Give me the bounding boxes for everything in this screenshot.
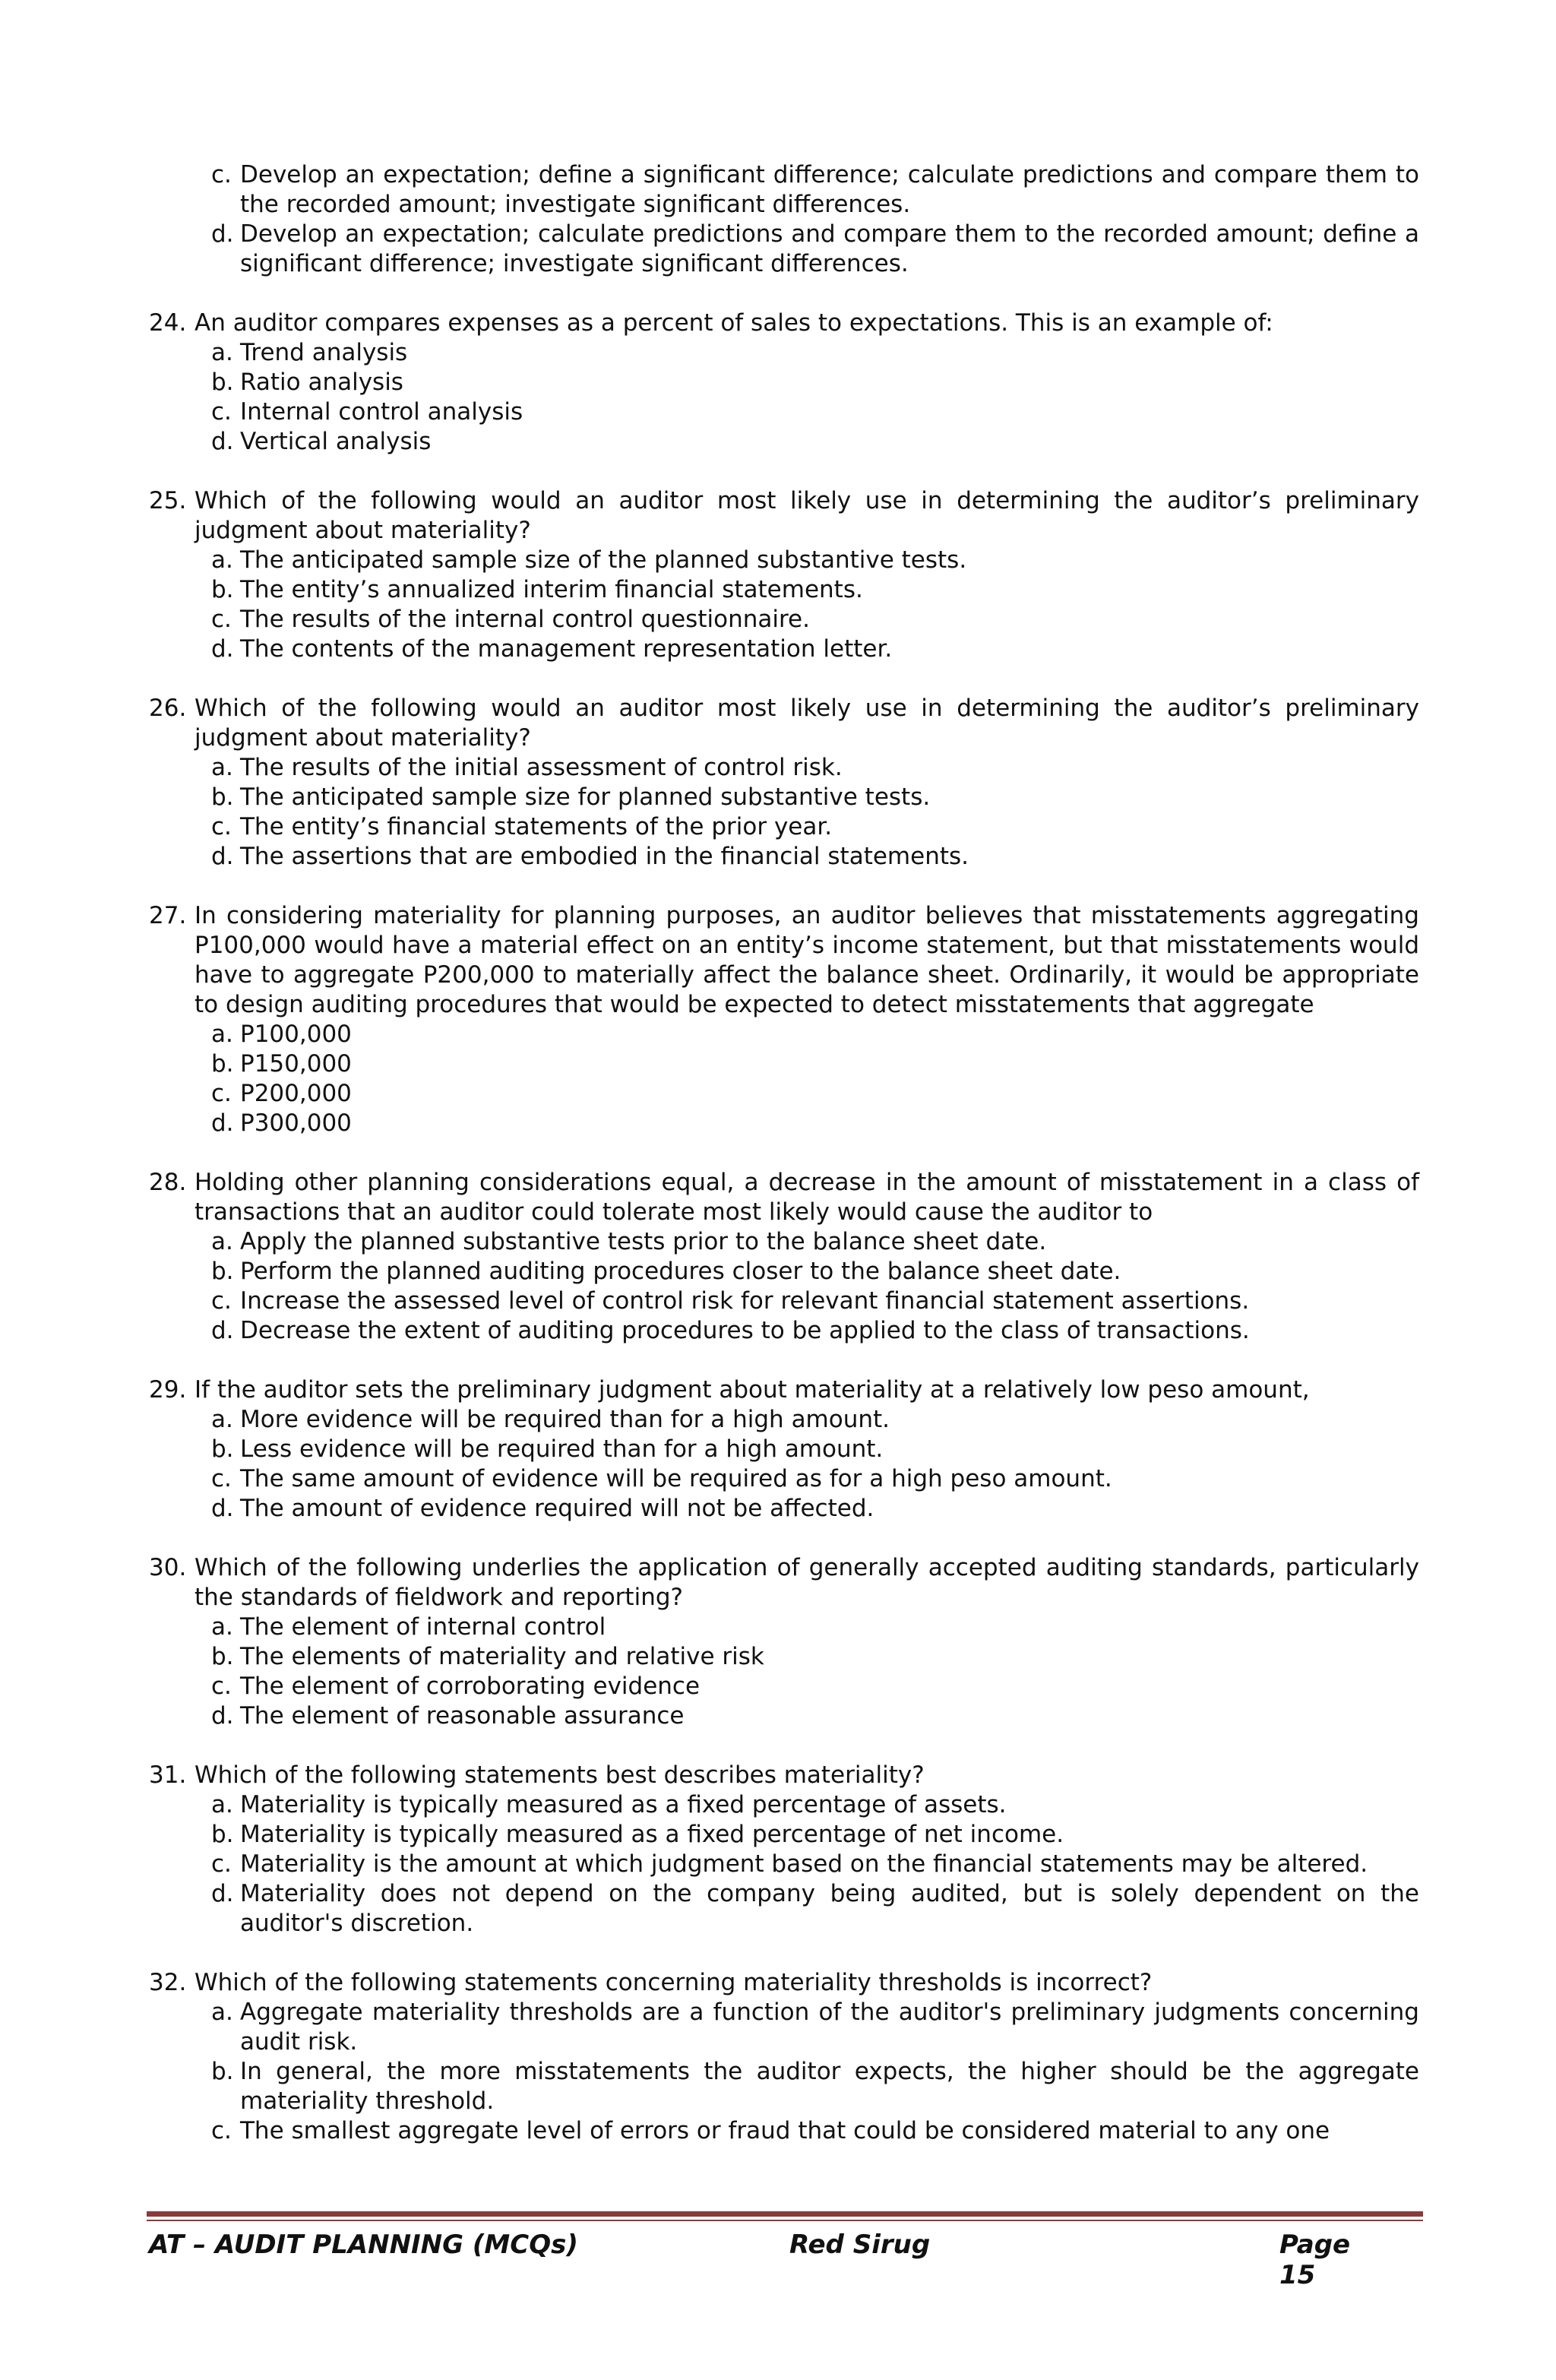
option-text: Develop an expectation; calculate predictions and compare them to the recorded amount; define a significant difference; investigate significant differences. bbox=[240, 220, 1419, 277]
option-list bbox=[194, 753, 1419, 872]
option-text: The element of reasonable assurance bbox=[240, 1702, 685, 1730]
option bbox=[194, 397, 1419, 427]
option-text: Perform the planned auditing procedures closer to the balance sheet date. bbox=[240, 1258, 1121, 1285]
option-letter: d. bbox=[211, 843, 234, 870]
option bbox=[194, 1998, 1419, 2057]
option bbox=[194, 1790, 1419, 1820]
question-text: In considering materiality for planning purposes, an auditor believes that misstatements aggregating P100,000 would have a material effect on an entity’s income statement, but that misstatements would have to aggregate P200,000 to materially affect the balance sheet. Ordinarily, it would be appropriate to design auditing procedures that would be expected to detect misstatements that aggregate bbox=[194, 902, 1419, 1018]
option-text: The smallest aggregate level of errors or fraud that could be considered material to any one bbox=[240, 2117, 1330, 2144]
option bbox=[194, 2116, 1419, 2146]
option bbox=[194, 635, 1419, 664]
question-31 bbox=[149, 1761, 1419, 1938]
question-text: Which of the following would an auditor most likely use in determining the auditor’s preliminary judgment about materiality? bbox=[194, 487, 1419, 544]
footer-title: AT – AUDIT PLANNING (MCQs) bbox=[149, 2230, 578, 2260]
question-32 bbox=[149, 1968, 1419, 2146]
option-text: Decrease the extent of auditing procedures to be applied to the class of transactions. bbox=[240, 1317, 1250, 1344]
question-text: Holding other planning considerations equal, a decrease in the amount of misstatement in a class of transactions that an auditor could tolerate most likely would cause the auditor to bbox=[194, 1169, 1419, 1226]
option-letter: d. bbox=[211, 1109, 234, 1137]
option bbox=[194, 1850, 1419, 1879]
question-30 bbox=[149, 1553, 1419, 1731]
option-text: The entity’s annualized interim financial statements. bbox=[240, 576, 863, 603]
option-letter: b. bbox=[211, 1050, 234, 1078]
option-letter: c. bbox=[211, 813, 232, 840]
option-letter: b. bbox=[211, 1435, 234, 1463]
footer-author: Red Sirug bbox=[789, 2230, 931, 2260]
question-27 bbox=[149, 901, 1419, 1138]
option bbox=[194, 1227, 1419, 1257]
option bbox=[194, 1879, 1419, 1938]
option-letter: c. bbox=[211, 398, 232, 426]
option bbox=[194, 220, 1419, 279]
option bbox=[194, 1020, 1419, 1049]
option bbox=[194, 1316, 1419, 1346]
question-text: Which of the following statements concerning materiality thresholds is incorrect? bbox=[194, 1969, 1153, 1996]
footer-divider-thin bbox=[147, 2220, 1423, 2221]
question-continuation bbox=[149, 160, 1419, 279]
option-letter: b. bbox=[211, 783, 234, 811]
option-letter: b. bbox=[211, 1821, 234, 1848]
option-letter: c. bbox=[211, 1850, 232, 1878]
option-text: Increase the assessed level of control risk for relevant financial statement assertions. bbox=[240, 1287, 1250, 1315]
option-letter: b. bbox=[211, 2058, 234, 2085]
option-letter: a. bbox=[211, 1406, 233, 1433]
option bbox=[194, 368, 1419, 397]
option bbox=[194, 812, 1419, 842]
option-letter: d. bbox=[211, 428, 234, 455]
option bbox=[194, 546, 1419, 575]
option-letter: d. bbox=[211, 1702, 234, 1730]
footer-divider-thick bbox=[147, 2211, 1423, 2217]
option-letter: b. bbox=[211, 576, 234, 603]
footer-page-number: Page 15 bbox=[1279, 2230, 1351, 2290]
option-text: The entity’s financial statements of the prior year. bbox=[240, 813, 833, 840]
option-text: The results of the initial assessment of control risk. bbox=[240, 754, 843, 781]
option-text: Vertical analysis bbox=[240, 428, 432, 455]
option bbox=[194, 1435, 1419, 1464]
option bbox=[194, 1287, 1419, 1316]
option-text: Trend analysis bbox=[240, 339, 408, 366]
option bbox=[194, 1079, 1419, 1109]
option-text: The contents of the management representation letter. bbox=[240, 635, 893, 663]
option-text: The same amount of evidence will be required as for a high peso amount. bbox=[240, 1465, 1112, 1492]
option-text: P100,000 bbox=[240, 1021, 352, 1048]
question-number: 27. bbox=[149, 902, 187, 929]
option-text: In general, the more misstatements the auditor expects, the higher should be the aggregate materiality threshold. bbox=[240, 2058, 1419, 2115]
option-text: The anticipated sample size of the planned substantive tests. bbox=[240, 546, 967, 574]
question-text: If the auditor sets the preliminary judgment about materiality at a relatively low peso amount, bbox=[194, 1376, 1310, 1404]
option-letter: d. bbox=[211, 220, 234, 248]
option bbox=[194, 1672, 1419, 1701]
option-text: Less evidence will be required than for a high amount. bbox=[240, 1435, 884, 1463]
question-number: 28. bbox=[149, 1169, 187, 1196]
option-letter: d. bbox=[211, 635, 234, 663]
option bbox=[194, 605, 1419, 635]
option bbox=[194, 1613, 1419, 1642]
option-letter: c. bbox=[211, 606, 232, 633]
option-text: Develop an expectation; define a significant difference; calculate predictions and compare them to the recorded amount; investigate significant differences. bbox=[240, 161, 1419, 218]
option-letter: c. bbox=[211, 2117, 232, 2144]
question-number: 29. bbox=[149, 1376, 187, 1404]
option-letter: c. bbox=[211, 1673, 232, 1700]
option-letter: d. bbox=[211, 1495, 234, 1522]
option-text: Aggregate materiality thresholds are a function of the auditor's preliminary judgments concerning audit risk. bbox=[240, 1999, 1419, 2056]
option-list bbox=[194, 160, 1419, 279]
option-text: P200,000 bbox=[240, 1080, 352, 1107]
option-text: Materiality is typically measured as a fixed percentage of net income. bbox=[240, 1821, 1064, 1848]
option-list bbox=[194, 338, 1419, 457]
option-text: Apply the planned substantive tests prior to the balance sheet date. bbox=[240, 1228, 1047, 1255]
option bbox=[194, 1405, 1419, 1435]
option-letter: a. bbox=[211, 1999, 233, 2026]
option bbox=[194, 1820, 1419, 1850]
option bbox=[194, 575, 1419, 605]
question-29 bbox=[149, 1375, 1419, 1524]
option-letter: a. bbox=[211, 339, 233, 366]
option-text: P300,000 bbox=[240, 1109, 352, 1137]
option bbox=[194, 842, 1419, 872]
option-text: The elements of materiality and relative risk bbox=[240, 1643, 764, 1670]
option bbox=[194, 338, 1419, 368]
option bbox=[194, 1257, 1419, 1287]
option-letter: b. bbox=[211, 1258, 234, 1285]
option-letter: c. bbox=[211, 161, 232, 188]
option bbox=[194, 1494, 1419, 1524]
option-text: Ratio analysis bbox=[240, 369, 403, 396]
option-list bbox=[194, 1613, 1419, 1731]
option-list bbox=[194, 1227, 1419, 1346]
option-letter: a. bbox=[211, 1228, 233, 1255]
option-letter: c. bbox=[211, 1287, 232, 1315]
question-26 bbox=[149, 694, 1419, 872]
option bbox=[194, 1642, 1419, 1672]
option bbox=[194, 2057, 1419, 2116]
question-number: 24. bbox=[149, 309, 187, 337]
question-number: 32. bbox=[149, 1969, 187, 1996]
option bbox=[194, 1701, 1419, 1731]
option-letter: a. bbox=[211, 754, 233, 781]
option bbox=[194, 427, 1419, 457]
option-letter: d. bbox=[211, 1317, 234, 1344]
option-text: Materiality is typically measured as a fixed percentage of assets. bbox=[240, 1791, 1007, 1818]
option-text: P150,000 bbox=[240, 1050, 352, 1078]
option-letter: a. bbox=[211, 1021, 233, 1048]
option bbox=[194, 1049, 1419, 1079]
option-text: The assertions that are embodied in the financial statements. bbox=[240, 843, 969, 870]
question-25 bbox=[149, 486, 1419, 664]
option-text: Materiality is the amount at which judgment based on the financial statements may be altered. bbox=[240, 1850, 1368, 1878]
option-text: The element of internal control bbox=[240, 1613, 606, 1641]
option-list bbox=[194, 1998, 1419, 2146]
option-list bbox=[194, 1405, 1419, 1524]
question-text: Which of the following would an auditor most likely use in determining the auditor’s preliminary judgment about materiality? bbox=[194, 695, 1419, 752]
option-list bbox=[194, 1790, 1419, 1938]
question-number: 25. bbox=[149, 487, 187, 514]
option-letter: b. bbox=[211, 369, 234, 396]
question-number: 26. bbox=[149, 695, 187, 722]
question-text: Which of the following underlies the application of generally accepted auditing standards, particularly the standards of fieldwork and reporting? bbox=[194, 1554, 1419, 1611]
option-letter: a. bbox=[211, 546, 233, 574]
question-number: 31. bbox=[149, 1761, 187, 1789]
option-list bbox=[194, 1020, 1419, 1138]
option-letter: c. bbox=[211, 1465, 232, 1492]
option-text: Materiality does not depend on the company being audited, but is solely dependent on the auditor's discretion. bbox=[240, 1880, 1419, 1937]
option-letter: b. bbox=[211, 1643, 234, 1670]
question-28 bbox=[149, 1168, 1419, 1346]
option bbox=[194, 1464, 1419, 1494]
option-letter: a. bbox=[211, 1613, 233, 1641]
option-letter: c. bbox=[211, 1080, 232, 1107]
option-text: The amount of evidence required will not be affected. bbox=[240, 1495, 874, 1522]
option-text: Internal control analysis bbox=[240, 398, 523, 426]
option-text: The results of the internal control questionnaire. bbox=[240, 606, 810, 633]
question-text: An auditor compares expenses as a percent of sales to expectations. This is an example of: bbox=[194, 309, 1273, 337]
option-list bbox=[194, 546, 1419, 664]
question-24 bbox=[149, 309, 1419, 457]
question-number: 30. bbox=[149, 1554, 187, 1581]
option-letter: a. bbox=[211, 1791, 233, 1818]
page-footer bbox=[149, 2230, 1395, 2290]
option bbox=[194, 160, 1419, 220]
option-text: The element of corroborating evidence bbox=[240, 1673, 701, 1700]
question-text: Which of the following statements best describes materiality? bbox=[194, 1761, 925, 1789]
option-text: More evidence will be required than for a high amount. bbox=[240, 1406, 890, 1433]
option-letter: d. bbox=[211, 1880, 234, 1907]
option bbox=[194, 783, 1419, 812]
page-content bbox=[149, 160, 1419, 2176]
option-text: The anticipated sample size for planned substantive tests. bbox=[240, 783, 931, 811]
option bbox=[194, 1109, 1419, 1138]
option bbox=[194, 753, 1419, 783]
